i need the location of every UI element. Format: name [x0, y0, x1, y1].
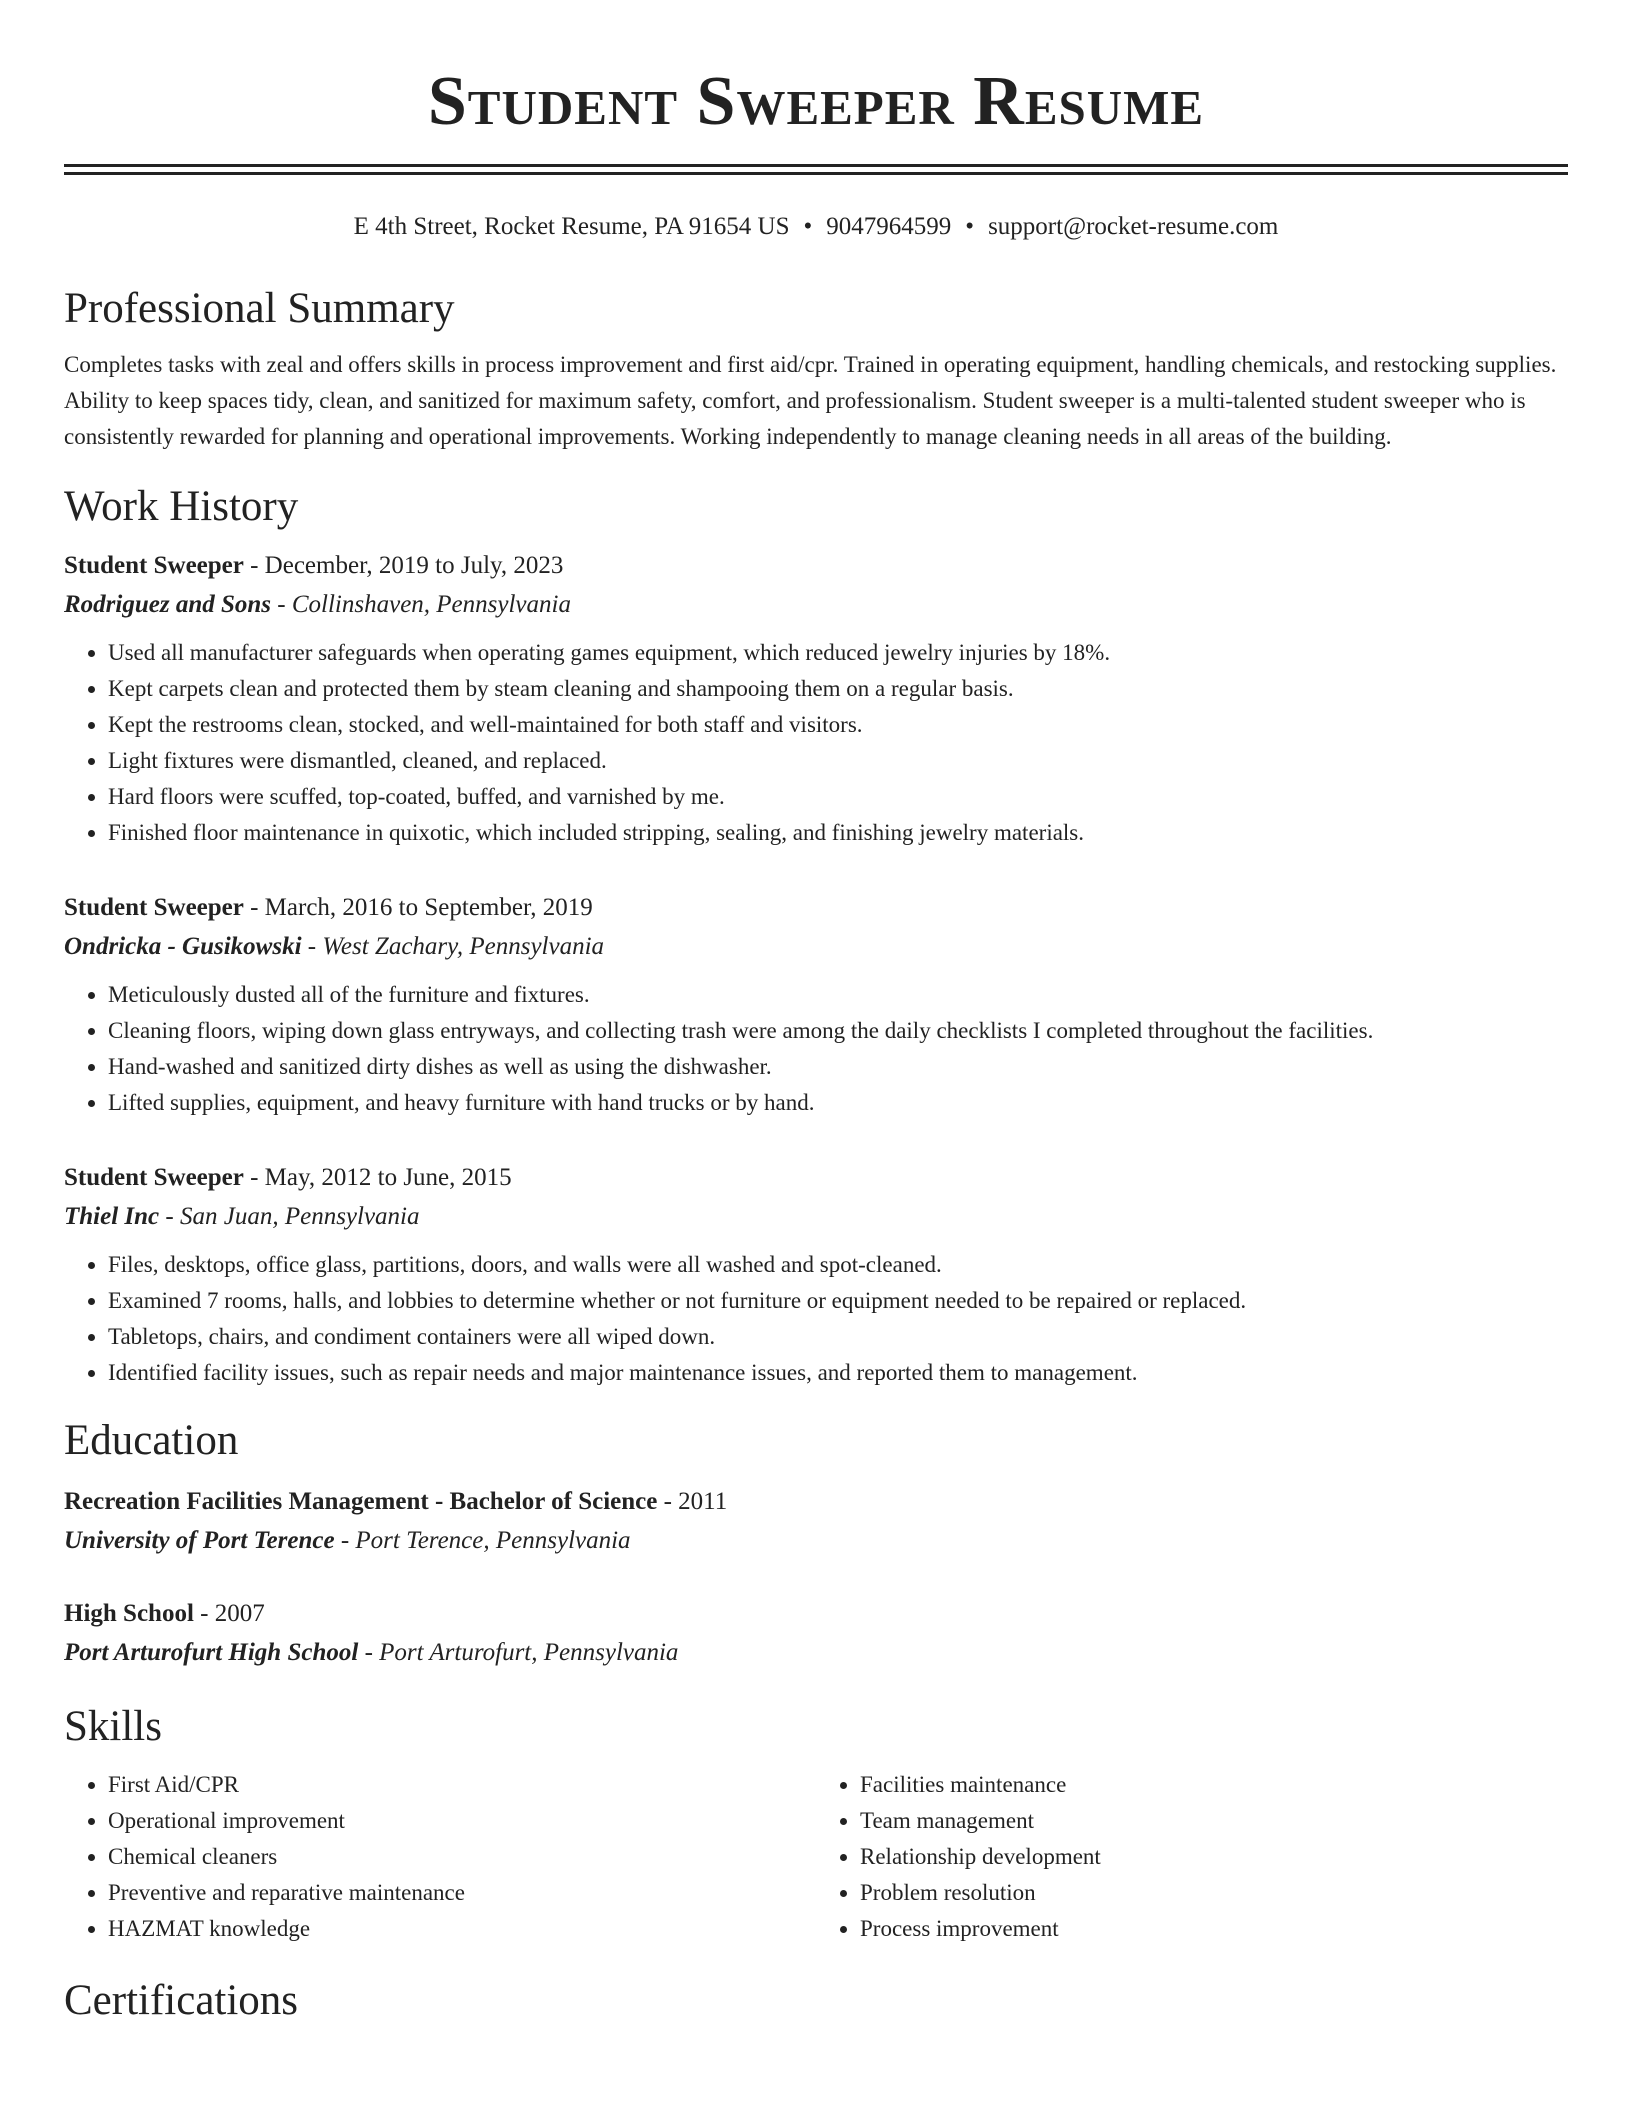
school-location: - Port Terence, Pennsylvania [334, 1527, 631, 1554]
degree-line [64, 1483, 1568, 1521]
job-company: Ondricka - Gusikowski [64, 933, 302, 960]
job-company: Rodriguez and Sons [64, 591, 272, 618]
education-section [64, 1415, 1568, 1673]
job-entry [64, 889, 1568, 1121]
list-item: • Meticulously dusted all of the furniture and fixtures. [108, 977, 1568, 1013]
list-item: • Chemical cleaners [108, 1839, 816, 1875]
degree-name: Recreation Facilities Management - Bachelor of Science [64, 1488, 658, 1515]
list-item: • Problem resolution [860, 1875, 1568, 1911]
education-entry [64, 1483, 1568, 1561]
page-title: Student Sweeper Resume [427, 63, 1205, 140]
list-item: • Cleaning floors, wiping down glass entryways, and collecting trash were among the daily checklists I completed throughout the facilities. [108, 1013, 1568, 1049]
job-dates: - December, 2019 to July, 2023 [243, 552, 564, 579]
list-item: • Examined 7 rooms, halls, and lobbies to determine whether or not furniture or equipment needed to be repaired or replaced. [108, 1283, 1568, 1319]
work-history-section [64, 481, 1568, 1391]
contact-line [64, 211, 1568, 243]
job-title: Student Sweeper [64, 1164, 244, 1191]
list-item: • Preventive and reparative maintenance [108, 1875, 816, 1911]
list-item: • HAZMAT knowledge [108, 1911, 816, 1947]
degree-year: - 2011 [657, 1488, 728, 1515]
list-item: • Files, desktops, office glass, partitions, doors, and walls were all washed and spot-cleaned. [108, 1247, 1568, 1283]
job-title: Student Sweeper [64, 894, 244, 921]
skills-heading: Skills [64, 1703, 162, 1750]
list-item: • Team management [860, 1803, 1568, 1839]
work-history-heading: Work History [64, 483, 299, 530]
job-location: - Collinshaven, Pennsylvania [271, 591, 571, 618]
job-title-line [64, 889, 1568, 927]
degree-line [64, 1595, 1568, 1633]
job-entry [64, 547, 1568, 851]
list-item: • Used all manufacturer safeguards when operating games equipment, which reduced jewelry injuries by 18%. [108, 635, 1568, 671]
list-item: • Operational improvement [108, 1803, 816, 1839]
list-item: • Relationship development [860, 1839, 1568, 1875]
list-item: • Finished floor maintenance in quixotic, which included stripping, sealing, and finishing jewelry materials. [108, 815, 1568, 851]
job-bullets [64, 1247, 1568, 1391]
list-item: • Light fixtures were dismantled, cleaned, and replaced. [108, 743, 1568, 779]
job-entry [64, 1159, 1568, 1391]
skills-column-left [64, 1767, 816, 1947]
skills-grid [64, 1767, 1568, 1947]
title-double-rule [64, 164, 1568, 175]
certifications-heading: Certifications [64, 1977, 299, 2024]
job-dates: - March, 2016 to September, 2019 [243, 894, 593, 921]
job-company-line [64, 927, 1568, 967]
list-item: • Kept the restrooms clean, stocked, and well-maintained for both staff and visitors. [108, 707, 1568, 743]
degree-name: High School [64, 1600, 194, 1627]
school-location: - Port Arturofurt, Pennsylvania [358, 1639, 679, 1666]
school-name: Port Arturofurt High School [64, 1639, 359, 1666]
skills-column-right [816, 1767, 1568, 1947]
contact-phone: 9047964599 [826, 213, 952, 240]
education-entry [64, 1595, 1568, 1673]
contact-address: E 4th Street, Rocket Resume, PA 91654 US [353, 213, 790, 240]
list-item: • Lifted supplies, equipment, and heavy furniture with hand trucks or by hand. [108, 1085, 1568, 1121]
job-company-line [64, 585, 1568, 625]
list-item: • Hard floors were scuffed, top-coated, buffed, and varnished by me. [108, 779, 1568, 815]
education-heading: Education [64, 1417, 239, 1464]
list-item: • Process improvement [860, 1911, 1568, 1947]
list-item: • Identified facility issues, such as repair needs and major maintenance issues, and reported them to management. [108, 1355, 1568, 1391]
school-line [64, 1633, 1568, 1673]
summary-text: Completes tasks with zeal and offers skills in process improvement and first aid/cpr. Trained in operating equipment, handling chemicals, and restocking supplies. Ability to keep spaces tidy, clean, and sanitized for maximum safety, comfort, and professionalism. Student sweeper is a multi-talented student sweeper who is consistently rewarded for planning and operational improvements. Working independently to manage cleaning needs in all areas of the building. [64, 352, 1557, 449]
list-item: • Kept carpets clean and protected them by steam cleaning and shampooing them on a regular basis. [108, 671, 1568, 707]
job-title-line [64, 547, 1568, 585]
job-bullets [64, 977, 1568, 1121]
job-title: Student Sweeper [64, 552, 244, 579]
summary-heading: Professional Summary [64, 285, 455, 332]
job-location: - San Juan, Pennsylvania [159, 1203, 420, 1230]
skills-list [64, 1767, 816, 1947]
list-item: • Facilities maintenance [860, 1767, 1568, 1803]
skills-list [816, 1767, 1568, 1947]
job-location: - West Zachary, Pennsylvania [301, 933, 605, 960]
summary-section [64, 283, 1568, 455]
job-dates: - May, 2012 to June, 2015 [243, 1164, 512, 1191]
job-bullets [64, 635, 1568, 851]
degree-year: - 2007 [193, 1600, 265, 1627]
list-item: • Tabletops, chairs, and condiment containers were all wiped down. [108, 1319, 1568, 1355]
contact-separator: • [965, 213, 975, 240]
school-line [64, 1521, 1568, 1561]
job-company-line [64, 1197, 1568, 1237]
list-item: • Hand-washed and sanitized dirty dishes as well as using the dishwasher. [108, 1049, 1568, 1085]
contact-separator: • [803, 213, 813, 240]
school-name: University of Port Terence [64, 1527, 335, 1554]
job-company: Thiel Inc [64, 1203, 160, 1230]
skills-section [64, 1701, 1568, 1947]
job-title-line [64, 1159, 1568, 1197]
list-item: • First Aid/CPR [108, 1767, 816, 1803]
contact-email: support@rocket-resume.com [988, 213, 1279, 240]
certifications-section [64, 1975, 1568, 2027]
